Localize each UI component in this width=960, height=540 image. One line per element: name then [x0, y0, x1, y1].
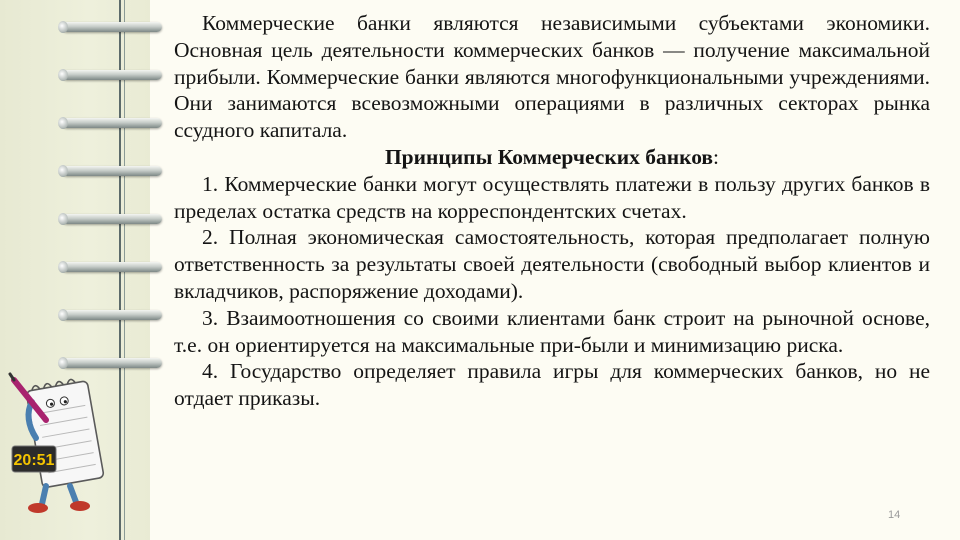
binder-ring-icon	[62, 310, 162, 320]
principles-heading	[174, 144, 930, 171]
binder-ring-icon	[62, 166, 162, 176]
principle-item: 4. Государство определяет правила игры для коммерческих банков, но не отдает приказы.	[174, 359, 930, 411]
binder-ring-icon	[62, 118, 162, 128]
principle-item: 3. Взаимоотношения со своими клиентами банк строит на рыночной основе, т.е. он ориентируется на максимальные при-были и минимизацию риска.	[174, 305, 930, 357]
notepad-mascot-icon	[6, 368, 118, 518]
page-number: 14	[888, 509, 901, 521]
binder-ring-icon	[62, 22, 162, 32]
binder-ring-icon	[62, 70, 162, 80]
principle-item: 2. Полная экономическая самостоятельность, которая предполагает полную ответственность за результаты своей деятельности (свободный выбор клиентов и вкладчиков, распоряжение доходами).	[174, 225, 930, 303]
principles-heading-text: Принципы Коммерческих банков	[384, 144, 714, 169]
binder-ring-icon	[62, 214, 162, 224]
clock-display-text: 20:51	[13, 452, 55, 469]
principle-item: 1. Коммерческие банки могут осуществлять платежи в пользу других банков в пределах остатка средств на корреспондентских счетах.	[174, 171, 930, 223]
slide-body-text	[174, 10, 930, 412]
binder-ring-icon	[62, 262, 162, 272]
principles-heading-colon: :	[713, 144, 720, 169]
binder-ring-icon	[62, 358, 162, 368]
intro-paragraph: Коммерческие банки являются независимыми субъектами экономики. Основная цель деятельности коммерческих банков — получение максимальной прибыли. Коммерческие банки являются многофункциональными учреждениями. Они занимаются всевозможными операциями в различных секторах рынка ссудного капитала.	[174, 11, 930, 143]
